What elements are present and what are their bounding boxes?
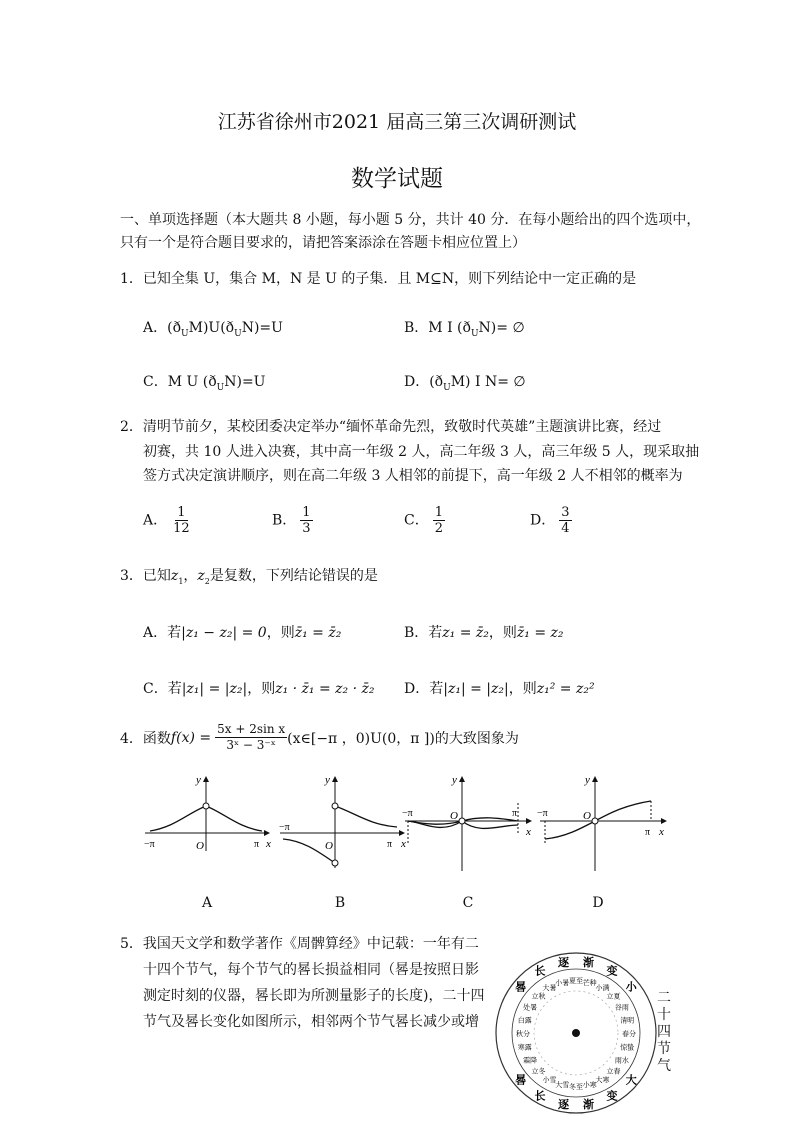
- axis-x-label: x: [266, 838, 271, 850]
- q1-option-b[interactable]: B．M I $(ð_UN)=$ ∅: [404, 320, 525, 339]
- neg-pi-label: −π: [279, 822, 290, 833]
- dial-top-char: 逐: [558, 957, 569, 970]
- dial-term: 霜降: [523, 1056, 538, 1065]
- dial-bottom-char: 逐: [558, 1098, 569, 1111]
- q1-option-d[interactable]: D．$(ð_UM)$ I N= ∅: [404, 374, 526, 393]
- dial-term: 小寒: [582, 1081, 597, 1090]
- q5-line3: 测定时刻的仪器，晷长即为所测量影子的长度)，二十四: [143, 988, 485, 1004]
- q4-graph-b[interactable]: [275, 773, 410, 873]
- q1-stem: 1．已知全集 U，集合 M，N 是 U 的子集．且 M⊆N，则下列结论中一定正确的是: [120, 271, 637, 287]
- q3-option-b[interactable]: B．若z₁ = z̄₂，则z̄₁ = z₂: [404, 625, 564, 641]
- dial-side-char: 气: [657, 1058, 671, 1074]
- pi-label: π: [254, 839, 260, 850]
- q1-option-a[interactable]: A．$(ð_UM)U(ð_UN)=U$: [143, 320, 283, 339]
- dial-term: 秋分: [516, 1030, 530, 1038]
- q1-option-c[interactable]: C．M U $(ð_UN)=U$: [143, 374, 266, 393]
- q2-line2: 初赛，共 10 人进入决赛，其中高一年级 2 人，高二年级 3 人，高三年级 5 人，现采取抽: [143, 444, 700, 460]
- pi-label: π: [512, 808, 518, 819]
- neg-pi-label: −π: [402, 808, 413, 819]
- dial-term: 大暑: [542, 984, 557, 993]
- dial-center: [572, 1029, 580, 1037]
- dial-term: 春分: [622, 1030, 636, 1038]
- q3-option-c[interactable]: C．若|z₁| = |z₂|，则z₁ · z̄₁ = z₂ · z̄₂: [143, 681, 375, 697]
- q2-line3: 签方式决定演讲顺序，则在高二年级 3 人相邻的前提下，高一年级 2 人不相邻的概率为: [143, 468, 683, 484]
- dial-term: 小暑: [555, 978, 570, 987]
- q4-graph-a[interactable]: [140, 773, 275, 853]
- fraction: $\frac{3}{4}$: [561, 505, 570, 536]
- fraction: $\frac{1}{12}$: [173, 505, 190, 536]
- q4-label-a: A: [201, 895, 213, 911]
- dial-term: 夏至: [569, 977, 583, 985]
- dial-side-char: 二: [657, 990, 671, 1006]
- dial-term: 立春: [606, 1067, 621, 1076]
- q2-option-c[interactable]: C． $\frac{1}{2}$: [404, 505, 443, 536]
- fraction: $\frac{1}{2}$: [434, 505, 443, 536]
- dial-term: 立夏: [606, 992, 621, 1001]
- dial-term: 惊蛰: [620, 1043, 635, 1052]
- pi-label: π: [645, 827, 651, 838]
- dial-term: 立冬: [531, 1067, 546, 1076]
- dial-top-char: 长: [534, 965, 546, 978]
- q2-line1: 2．清明节前夕，某校团委决定举办“缅怀革命先烈，致敬时代英雄”主题演讲比赛，经过: [120, 419, 662, 435]
- dial-term: 冬至: [569, 1083, 583, 1091]
- origin-label: O: [450, 810, 458, 822]
- dial-bottom-char: 长: [534, 1090, 546, 1103]
- dial-top-char: 小: [625, 981, 637, 994]
- q3-option-a[interactable]: A．若|z₁ − z₂| = 0，则z̄₁ = z̄₂: [143, 625, 342, 641]
- axis-y-label: y: [196, 774, 201, 786]
- dial-term: 雨水: [614, 1056, 629, 1065]
- q2-option-a[interactable]: A． $\frac{1}{12}$: [143, 505, 190, 536]
- dial-term: 立秋: [531, 992, 546, 1001]
- dial-side-text: [655, 990, 673, 1075]
- dial-bottom-char: 变: [606, 1090, 618, 1103]
- dial-top-char: 变: [606, 965, 618, 978]
- dial-term: 小满: [595, 984, 610, 993]
- dial-term: 白露: [517, 1016, 532, 1025]
- q3-stem: 3．已知$z_1$，$z_2$是复数，下列结论错误的是: [120, 568, 378, 586]
- dial-term: 处暑: [523, 1003, 538, 1012]
- axis-y-label: y: [325, 774, 330, 786]
- dial-side-char: 四: [657, 1024, 671, 1040]
- neg-pi-label: −π: [144, 839, 155, 850]
- neg-pi-label: −π: [537, 808, 548, 819]
- function-fraction: $\frac{\text{5x + 2sin x}}{\text{3ˣ − 3⁻ˣ}}$: [217, 722, 286, 752]
- q4-label-b: B: [334, 895, 346, 911]
- dial-term: 芒种: [582, 978, 597, 987]
- dial-term: 谷雨: [614, 1003, 629, 1012]
- q2-option-b[interactable]: B． $\frac{1}{3}$: [272, 505, 311, 536]
- q2-option-d[interactable]: D． $\frac{3}{4}$: [530, 505, 570, 536]
- axis-x-label: x: [659, 826, 664, 838]
- exam-subtitle: 数学试题: [351, 166, 443, 192]
- q5-line4: 节气及晷长变化如图所示，相邻两个节气晷长减少或增: [143, 1014, 479, 1030]
- q4-graph-c[interactable]: [400, 773, 535, 873]
- axis-x-label: x: [526, 826, 531, 838]
- section-heading-line2: 只有一个是符合题目要求的，请把答案添涂在答题卡相应位置上）: [120, 235, 526, 251]
- dial-term: 寒露: [517, 1043, 532, 1052]
- dial-term: 清明: [620, 1016, 635, 1025]
- axis-y-label: y: [585, 774, 590, 786]
- q5-line1: 5．我国天文学和数学著作《周髀算经》中记载：一年有二: [120, 936, 479, 952]
- dial-top-char: 晷: [515, 981, 527, 994]
- q4-stem: 4．函数 f(x) = $\frac{\text{5x + 2sin x}}{\text{3ˣ − 3⁻ˣ}}$ (x∈[−π ，0)U(0，π ])的大致图象为: [120, 722, 519, 752]
- q4-graph-d[interactable]: [535, 773, 670, 873]
- section-heading-line1: 一、单项选择题（本大题共 8 小题，每小题 5 分，共计 40 分．在每小题给出的四个选项中，: [120, 212, 701, 228]
- pi-label: π: [387, 839, 393, 850]
- fraction: $\frac{1}{3}$: [302, 505, 311, 536]
- dial-side-char: 十: [657, 1007, 671, 1023]
- dial-bottom-char: 晷: [515, 1074, 527, 1087]
- origin-label: O: [583, 810, 591, 822]
- exam-title: 江苏省徐州市2021 届高三第三次调研测试: [217, 111, 577, 133]
- q4-label-c: C: [462, 895, 474, 911]
- axis-x-label: x: [401, 838, 406, 850]
- dial-term: 小雪: [542, 1075, 557, 1084]
- dial-term: 大雪: [555, 1081, 570, 1090]
- dial-term: 大寒: [595, 1075, 610, 1084]
- dial-top-char: 渐: [583, 957, 594, 970]
- origin-label: O: [325, 840, 333, 852]
- q3-option-d[interactable]: D．若|z₁| = |z₂|，则z₁² = z₂²: [404, 681, 595, 697]
- dial-bottom-char: 渐: [583, 1098, 594, 1111]
- q5-line2: 十四个节气，每个节气的晷长损益相同（晷是按照日影: [143, 962, 479, 978]
- origin-label: O: [196, 840, 204, 852]
- q4-label-d: D: [592, 895, 604, 911]
- solar-terms-dial: [488, 940, 668, 1120]
- dial-side-char: 节: [657, 1041, 671, 1057]
- axis-y-label: y: [452, 774, 457, 786]
- dial-bottom-char: 大: [625, 1074, 637, 1087]
